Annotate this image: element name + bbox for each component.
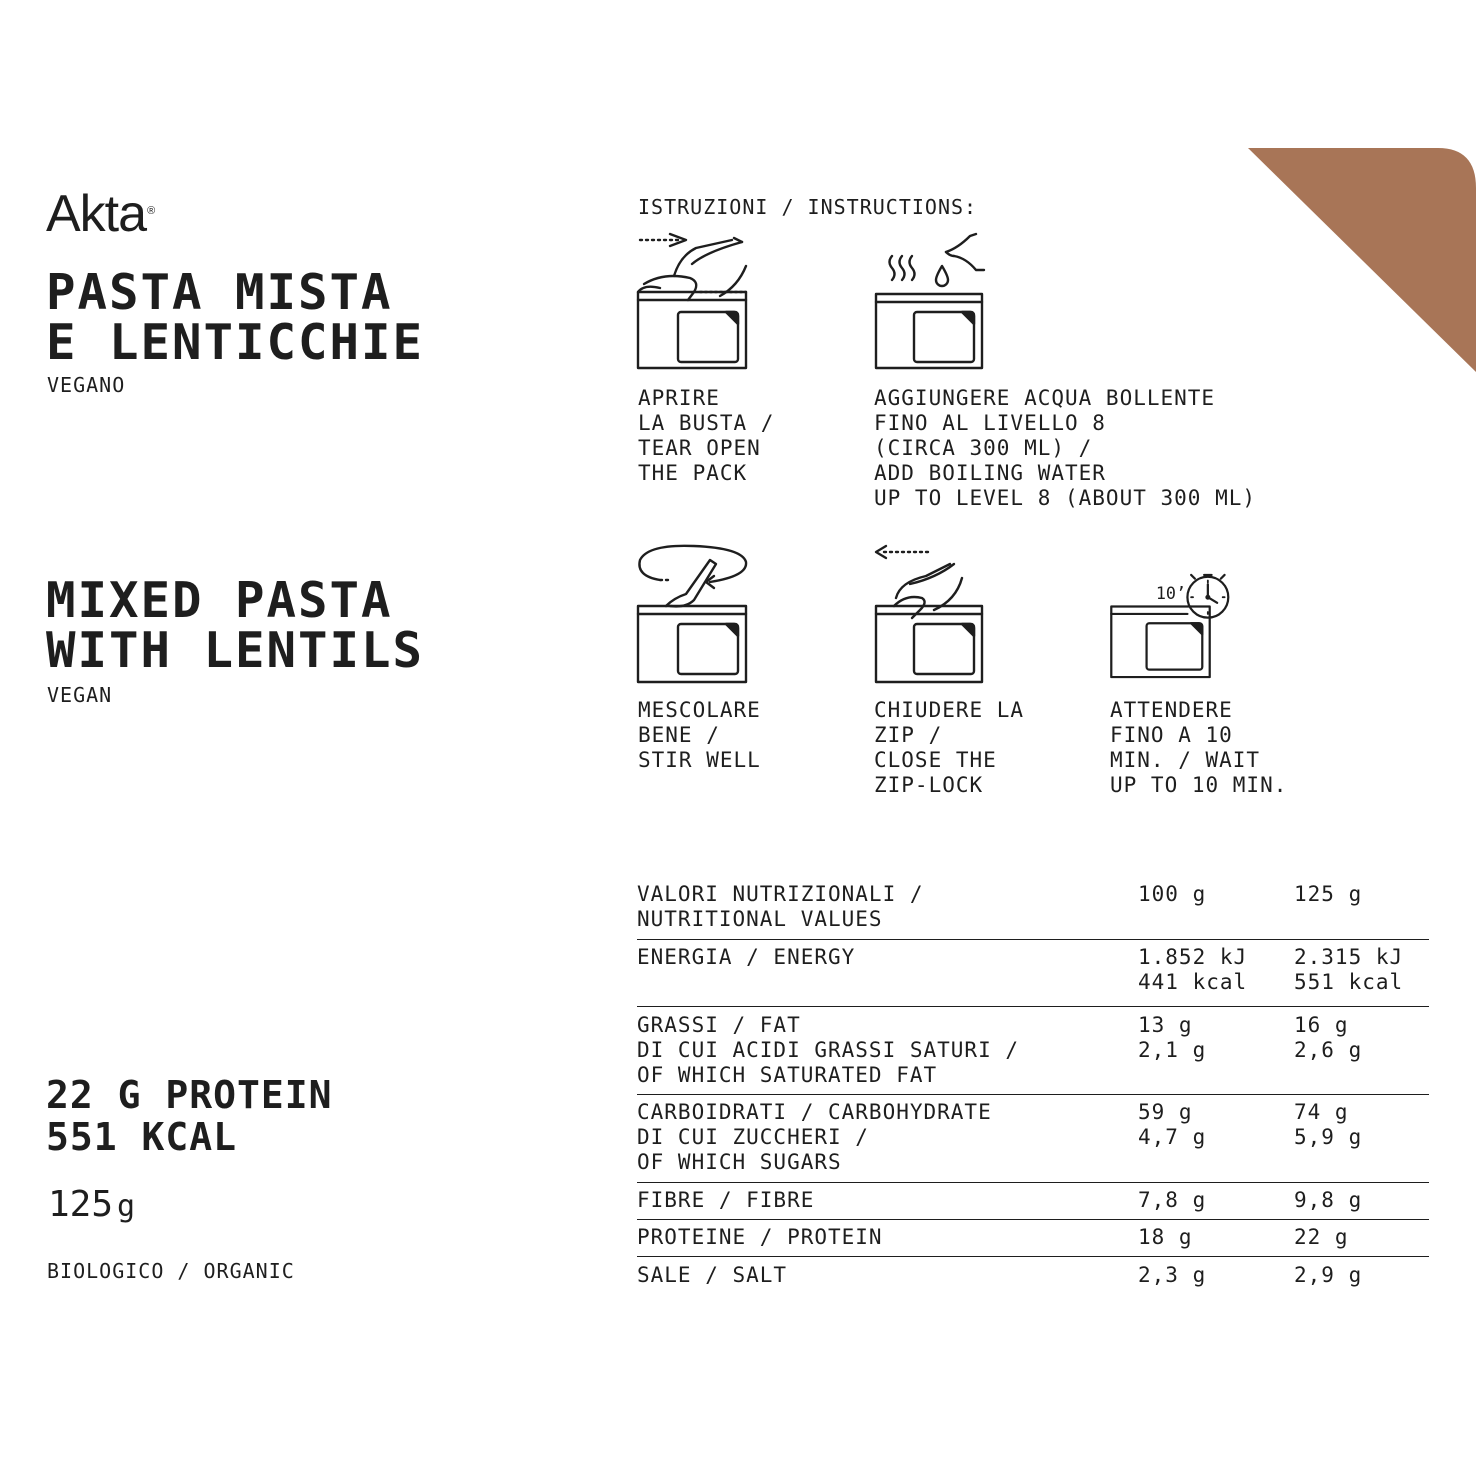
net-weight-unit: g	[117, 1189, 136, 1224]
step-4-text: CHIUDERE LA ZIP / CLOSE THE ZIP-LOCK	[874, 698, 1025, 797]
nutrient-value-125g: 16 g 2,6 g	[1294, 1013, 1363, 1062]
instructions-heading: ISTRUZIONI / INSTRUCTIONS:	[638, 195, 978, 219]
nutrient-value-125g: 2.315 kJ 551 kcal	[1294, 945, 1404, 994]
brand-logo: Akta®	[46, 185, 155, 243]
nutrition-row-fat	[637, 1007, 1429, 1095]
product-subtitle-italian: VEGANO	[47, 373, 126, 397]
nutrient-value-125g: 74 g 5,9 g	[1294, 1100, 1363, 1149]
nutrition-header-label: VALORI NUTRIZIONALI / NUTRITIONAL VALUES	[637, 882, 924, 931]
close-zip-lock-icon	[866, 538, 996, 688]
organic-label: BIOLOGICO / ORGANIC	[47, 1259, 295, 1283]
nutrition-table	[637, 882, 1429, 1294]
nutrition-row-salt	[637, 1257, 1429, 1294]
nutrient-value-100g: 1.852 kJ 441 kcal	[1138, 945, 1248, 994]
corner-accent-triangle	[1248, 148, 1476, 372]
step-5-text: ATTENDERE FINO A 10 MIN. / WAIT UP TO 10 MIN.	[1110, 698, 1288, 797]
nutrient-value-100g: 7,8 g	[1138, 1188, 1207, 1212]
nutrition-row-protein	[637, 1220, 1429, 1257]
stir-pouch-icon	[630, 538, 760, 688]
step-2-text: AGGIUNGERE ACQUA BOLLENTE FINO AL LIVELLO 8 (CIRCA 300 ML) / ADD BOILING WATER UP TO LEVEL 8 (ABOUT 300 ML)	[874, 386, 1257, 510]
nutrient-label: SALE / SALT	[637, 1263, 788, 1287]
nutrition-header-row	[637, 882, 1429, 940]
nutrition-claims: 22 G PROTEIN 551 KCAL	[46, 1073, 333, 1159]
nutrient-label: FIBRE / FIBRE	[637, 1188, 815, 1212]
add-boiling-water-icon	[866, 226, 996, 376]
net-weight-value: 125	[48, 1184, 114, 1225]
product-title-italian: PASTA MISTA E LENTICCHIE	[46, 264, 425, 371]
nutrition-header-per-portion: 125 g	[1294, 882, 1363, 906]
nutrition-row-fibre	[637, 1183, 1429, 1220]
nutrient-value-125g: 2,9 g	[1294, 1263, 1363, 1287]
nutrient-label: GRASSI / FAT DI CUI ACIDI GRASSI SATURI / OF WHICH SATURATED FAT	[637, 1013, 1020, 1087]
timer-label: 10’	[1155, 583, 1187, 604]
product-title-english: MIXED PASTA WITH LENTILS	[46, 572, 425, 679]
nutrition-row-energy	[637, 940, 1429, 1007]
nutrition-row-carbohydrate	[637, 1095, 1429, 1183]
nutrient-label: PROTEINE / PROTEIN	[637, 1225, 883, 1249]
nutrient-value-100g: 2,3 g	[1138, 1263, 1207, 1287]
tear-open-pouch-icon	[630, 226, 760, 376]
product-subtitle-english: VEGAN	[47, 683, 113, 707]
net-weight	[48, 1185, 135, 1227]
wait-timer-icon	[1102, 538, 1232, 688]
nutrient-value-100g: 13 g 2,1 g	[1138, 1013, 1207, 1062]
nutrient-value-125g: 22 g	[1294, 1225, 1349, 1249]
nutrient-value-100g: 18 g	[1138, 1225, 1193, 1249]
nutrition-header-per-100g: 100 g	[1138, 882, 1207, 906]
nutrient-value-100g: 59 g 4,7 g	[1138, 1100, 1207, 1149]
nutrient-value-125g: 9,8 g	[1294, 1188, 1363, 1212]
nutrient-label: CARBOIDRATI / CARBOHYDRATE DI CUI ZUCCHERI / OF WHICH SUGARS	[637, 1100, 992, 1174]
step-3-text: MESCOLARE BENE / STIR WELL	[638, 698, 761, 772]
step-1-text: APRIRE LA BUSTA / TEAR OPEN THE PACK	[638, 386, 775, 485]
nutrient-label: ENERGIA / ENERGY	[637, 945, 856, 969]
